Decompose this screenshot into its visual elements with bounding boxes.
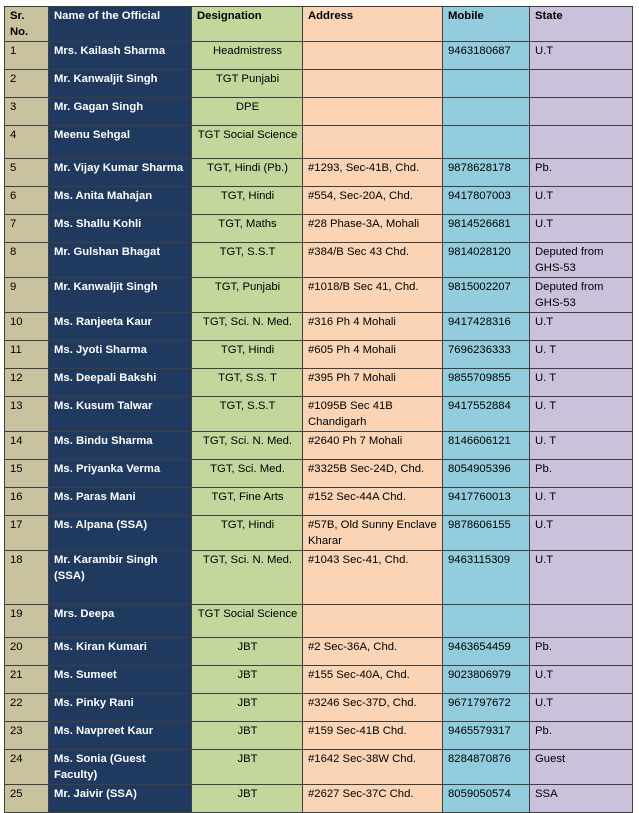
cell-address: #3246 Sec-37D, Chd. bbox=[303, 694, 443, 722]
cell-address: #155 Sec-40A, Chd. bbox=[303, 666, 443, 694]
cell-address bbox=[303, 605, 443, 638]
cell-mobile: 9463654459 bbox=[443, 638, 530, 666]
cell-mobile: 9855709855 bbox=[443, 369, 530, 397]
cell-designation: TGT, Sci. Med. bbox=[192, 460, 303, 488]
cell-sr-no: 25 bbox=[5, 785, 49, 813]
cell-address: #554, Sec-20A, Chd. bbox=[303, 187, 443, 215]
cell-name: Mr. Kanwaljit Singh bbox=[49, 70, 192, 98]
cell-sr-no: 3 bbox=[5, 98, 49, 126]
cell-sr-no: 1 bbox=[5, 42, 49, 70]
cell-designation: TGT, S.S.T bbox=[192, 243, 303, 278]
cell-state: U. T bbox=[530, 341, 633, 369]
cell-state: Pb. bbox=[530, 159, 633, 187]
cell-mobile: 9023806979 bbox=[443, 666, 530, 694]
cell-name: Mrs. Kailash Sharma bbox=[49, 42, 192, 70]
cell-state: Guest bbox=[530, 750, 633, 785]
table-row bbox=[5, 313, 633, 341]
cell-designation: TGT, Sci. N. Med. bbox=[192, 432, 303, 460]
cell-mobile: 9417428316 bbox=[443, 313, 530, 341]
cell-sr-no: 13 bbox=[5, 397, 49, 432]
cell-sr-no: 18 bbox=[5, 551, 49, 605]
cell-name: Ms. Bindu Sharma bbox=[49, 432, 192, 460]
cell-sr-no: 11 bbox=[5, 341, 49, 369]
cell-sr-no: 24 bbox=[5, 750, 49, 785]
cell-sr-no: 8 bbox=[5, 243, 49, 278]
cell-sr-no: 16 bbox=[5, 488, 49, 516]
cell-designation: TGT, Fine Arts bbox=[192, 488, 303, 516]
table-row bbox=[5, 785, 633, 813]
table-row bbox=[5, 243, 633, 278]
header-address: Address bbox=[303, 7, 443, 42]
cell-designation: TGT, Sci. N. Med. bbox=[192, 551, 303, 605]
cell-designation: TGT Social Science bbox=[192, 605, 303, 638]
cell-sr-no: 20 bbox=[5, 638, 49, 666]
cell-address: #152 Sec-44A Chd. bbox=[303, 488, 443, 516]
cell-name: Mr. Kanwaljit Singh bbox=[49, 278, 192, 313]
cell-designation: JBT bbox=[192, 638, 303, 666]
cell-name: Mr. Jaivir (SSA) bbox=[49, 785, 192, 813]
cell-mobile: 7696236333 bbox=[443, 341, 530, 369]
cell-designation: JBT bbox=[192, 722, 303, 750]
cell-name: Ms. Jyoti Sharma bbox=[49, 341, 192, 369]
cell-designation: DPE bbox=[192, 98, 303, 126]
cell-state: SSA bbox=[530, 785, 633, 813]
cell-sr-no: 9 bbox=[5, 278, 49, 313]
cell-sr-no: 7 bbox=[5, 215, 49, 243]
cell-designation: JBT bbox=[192, 666, 303, 694]
cell-state: U. T bbox=[530, 369, 633, 397]
cell-state: U.T bbox=[530, 666, 633, 694]
table-row bbox=[5, 722, 633, 750]
table-row bbox=[5, 666, 633, 694]
cell-designation: TGT, Punjabi bbox=[192, 278, 303, 313]
table-row bbox=[5, 638, 633, 666]
cell-mobile: 8284870876 bbox=[443, 750, 530, 785]
cell-name: Ms. Kusum Talwar bbox=[49, 397, 192, 432]
cell-state bbox=[530, 605, 633, 638]
cell-sr-no: 17 bbox=[5, 516, 49, 551]
cell-state: U.T bbox=[530, 313, 633, 341]
cell-address: #2 Sec-36A, Chd. bbox=[303, 638, 443, 666]
cell-designation: TGT, S.S.T bbox=[192, 397, 303, 432]
cell-state: U. T bbox=[530, 397, 633, 432]
cell-name: Ms. Shallu Kohli bbox=[49, 215, 192, 243]
cell-state bbox=[530, 126, 633, 159]
cell-address: #316 Ph 4 Mohali bbox=[303, 313, 443, 341]
cell-address: #2627 Sec-37C Chd. bbox=[303, 785, 443, 813]
cell-address: #28 Phase-3A, Mohali bbox=[303, 215, 443, 243]
cell-name: Ms. Pinky Rani bbox=[49, 694, 192, 722]
cell-name: Ms. Ranjeeta Kaur bbox=[49, 313, 192, 341]
cell-state bbox=[530, 70, 633, 98]
cell-name: Ms. Deepali Bakshi bbox=[49, 369, 192, 397]
cell-state: U. T bbox=[530, 432, 633, 460]
cell-address bbox=[303, 70, 443, 98]
table-row bbox=[5, 159, 633, 187]
cell-sr-no: 21 bbox=[5, 666, 49, 694]
cell-state: U.T bbox=[530, 694, 633, 722]
cell-name: Ms. Sonia (Guest Faculty) bbox=[49, 750, 192, 785]
table-row bbox=[5, 750, 633, 785]
cell-mobile: 8059050574 bbox=[443, 785, 530, 813]
cell-address: #395 Ph 7 Mohali bbox=[303, 369, 443, 397]
cell-mobile: 9671797672 bbox=[443, 694, 530, 722]
cell-state: Pb. bbox=[530, 638, 633, 666]
table-row bbox=[5, 369, 633, 397]
header-mobile: Mobile bbox=[443, 7, 530, 42]
cell-name: Ms. Kiran Kumari bbox=[49, 638, 192, 666]
header-name: Name of the Official bbox=[49, 7, 192, 42]
cell-name: Ms. Priyanka Verma bbox=[49, 460, 192, 488]
header-row bbox=[5, 7, 633, 42]
cell-mobile: 9878606155 bbox=[443, 516, 530, 551]
table-row bbox=[5, 341, 633, 369]
header-designation: Designation bbox=[192, 7, 303, 42]
cell-name: Mr. Gagan Singh bbox=[49, 98, 192, 126]
cell-mobile: 9417760013 bbox=[443, 488, 530, 516]
cell-address: #605 Ph 4 Mohali bbox=[303, 341, 443, 369]
cell-designation: TGT Social Science bbox=[192, 126, 303, 159]
cell-state: U.T bbox=[530, 215, 633, 243]
cell-designation: JBT bbox=[192, 750, 303, 785]
cell-sr-no: 19 bbox=[5, 605, 49, 638]
cell-designation: TGT, Hindi bbox=[192, 341, 303, 369]
cell-mobile bbox=[443, 98, 530, 126]
cell-state: Pb. bbox=[530, 460, 633, 488]
cell-mobile: 9814526681 bbox=[443, 215, 530, 243]
cell-name: Ms. Alpana (SSA) bbox=[49, 516, 192, 551]
cell-designation: TGT, Sci. N. Med. bbox=[192, 313, 303, 341]
cell-address: #57B, Old Sunny Enclave Kharar bbox=[303, 516, 443, 551]
table-row bbox=[5, 605, 633, 638]
cell-state: U.T bbox=[530, 187, 633, 215]
table-row bbox=[5, 278, 633, 313]
cell-state: U.T bbox=[530, 42, 633, 70]
cell-name: Ms. Paras Mani bbox=[49, 488, 192, 516]
cell-designation: Headmistress bbox=[192, 42, 303, 70]
cell-sr-no: 4 bbox=[5, 126, 49, 159]
cell-name: Ms. Sumeet bbox=[49, 666, 192, 694]
cell-mobile: 9417807003 bbox=[443, 187, 530, 215]
cell-mobile: 9463180687 bbox=[443, 42, 530, 70]
cell-sr-no: 2 bbox=[5, 70, 49, 98]
cell-sr-no: 10 bbox=[5, 313, 49, 341]
cell-name: Mrs. Deepa bbox=[49, 605, 192, 638]
cell-name: Meenu Sehgal bbox=[49, 126, 192, 159]
cell-mobile: 9463115309 bbox=[443, 551, 530, 605]
cell-address bbox=[303, 126, 443, 159]
cell-state: Deputed from GHS-53 bbox=[530, 278, 633, 313]
cell-designation: TGT Punjabi bbox=[192, 70, 303, 98]
cell-name: Mr. Vijay Kumar Sharma bbox=[49, 159, 192, 187]
cell-sr-no: 12 bbox=[5, 369, 49, 397]
table-row bbox=[5, 432, 633, 460]
table-row bbox=[5, 516, 633, 551]
header-state: State bbox=[530, 7, 633, 42]
table-row bbox=[5, 70, 633, 98]
cell-state: U. T bbox=[530, 488, 633, 516]
cell-state bbox=[530, 98, 633, 126]
table-row bbox=[5, 551, 633, 605]
cell-designation: TGT, Hindi bbox=[192, 187, 303, 215]
cell-sr-no: 14 bbox=[5, 432, 49, 460]
cell-name: Mr. Gulshan Bhagat bbox=[49, 243, 192, 278]
cell-designation: TGT, Hindi (Pb.) bbox=[192, 159, 303, 187]
cell-designation: TGT, Hindi bbox=[192, 516, 303, 551]
cell-sr-no: 23 bbox=[5, 722, 49, 750]
cell-designation: JBT bbox=[192, 785, 303, 813]
cell-sr-no: 6 bbox=[5, 187, 49, 215]
cell-mobile: 8146606121 bbox=[443, 432, 530, 460]
cell-address: #1095B Sec 41B Chandigarh bbox=[303, 397, 443, 432]
cell-sr-no: 5 bbox=[5, 159, 49, 187]
cell-mobile: 9465579317 bbox=[443, 722, 530, 750]
cell-state: Deputed from GHS-53 bbox=[530, 243, 633, 278]
cell-address: #159 Sec-41B Chd. bbox=[303, 722, 443, 750]
cell-name: Ms. Navpreet Kaur bbox=[49, 722, 192, 750]
cell-mobile: 9417552884 bbox=[443, 397, 530, 432]
table-row bbox=[5, 488, 633, 516]
cell-sr-no: 22 bbox=[5, 694, 49, 722]
cell-designation: TGT, S.S. T bbox=[192, 369, 303, 397]
staff-table bbox=[4, 6, 633, 813]
table-body bbox=[5, 42, 633, 813]
cell-address bbox=[303, 42, 443, 70]
cell-sr-no: 15 bbox=[5, 460, 49, 488]
cell-state: Pb. bbox=[530, 722, 633, 750]
cell-address: #1293, Sec-41B, Chd. bbox=[303, 159, 443, 187]
cell-designation: JBT bbox=[192, 694, 303, 722]
cell-address bbox=[303, 98, 443, 126]
cell-mobile bbox=[443, 605, 530, 638]
table-row bbox=[5, 215, 633, 243]
cell-mobile: 9814028120 bbox=[443, 243, 530, 278]
cell-address: #1018/B Sec 41, Chd. bbox=[303, 278, 443, 313]
table-row bbox=[5, 187, 633, 215]
table-row bbox=[5, 126, 633, 159]
table-row bbox=[5, 397, 633, 432]
table-row bbox=[5, 694, 633, 722]
cell-address: #1043 Sec-41, Chd. bbox=[303, 551, 443, 605]
cell-mobile: 9878628178 bbox=[443, 159, 530, 187]
cell-address: #2640 Ph 7 Mohali bbox=[303, 432, 443, 460]
table-row bbox=[5, 98, 633, 126]
cell-address: #3325B Sec-24D, Chd. bbox=[303, 460, 443, 488]
cell-address: #1642 Sec-38W Chd. bbox=[303, 750, 443, 785]
cell-mobile: 9815002207 bbox=[443, 278, 530, 313]
cell-mobile bbox=[443, 126, 530, 159]
cell-address: #384/B Sec 43 Chd. bbox=[303, 243, 443, 278]
cell-name: Mr. Karambir Singh (SSA) bbox=[49, 551, 192, 605]
cell-name: Ms. Anita Mahajan bbox=[49, 187, 192, 215]
table-row bbox=[5, 42, 633, 70]
cell-designation: TGT, Maths bbox=[192, 215, 303, 243]
cell-mobile: 8054905396 bbox=[443, 460, 530, 488]
cell-mobile bbox=[443, 70, 530, 98]
header-sr-no: Sr. No. bbox=[5, 7, 49, 42]
table-row bbox=[5, 460, 633, 488]
cell-state: U.T bbox=[530, 551, 633, 605]
cell-state: U.T bbox=[530, 516, 633, 551]
